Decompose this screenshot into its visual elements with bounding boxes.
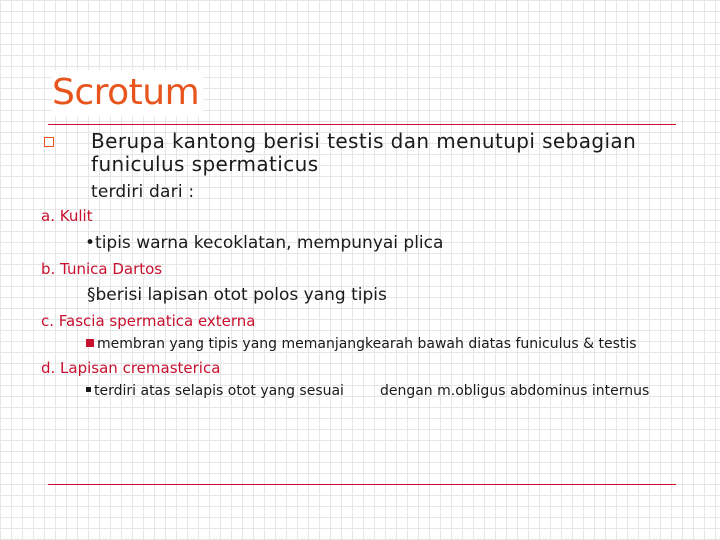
detail-fascia — [86, 335, 637, 353]
hollow-square-bullet-icon — [44, 137, 54, 147]
slide-title: Scrotum — [52, 70, 203, 116]
dot-bullet-icon: • — [85, 233, 96, 253]
detail-kulit — [85, 232, 443, 254]
detail-kulit-text: tipis warna kecoklatan, mempunyai plica — [95, 233, 444, 253]
main-bullet-line-1: Berupa kantong berisi testis dan menutupi sebagian — [91, 129, 637, 153]
detail-tunica-dartos — [87, 284, 387, 306]
bottom-rule — [48, 484, 676, 485]
heading-tunica-dartos: b. Tunica Dartos — [41, 260, 163, 278]
section-sign-bullet-icon: § — [87, 285, 96, 305]
red-square-bullet-icon — [86, 339, 94, 347]
detail-cremasterica — [86, 382, 649, 400]
black-square-bullet-icon — [86, 387, 91, 392]
detail-fascia-text: membran yang tipis yang memanjangkearah bawah diatas funiculus & testis — [97, 336, 637, 352]
detail-tunica-dartos-text: berisi lapisan otot polos yang tipis — [95, 285, 387, 305]
intro-text: terdiri dari : — [91, 182, 195, 202]
heading-lapisan-cremasterica: d. Lapisan cremasterica — [41, 359, 221, 377]
detail-cremasterica-text-1: terdiri atas selapis otot yang sesuai — [94, 383, 344, 399]
heading-kulit: a. Kulit — [41, 207, 93, 225]
main-bullet-line-2: funiculus spermaticus — [91, 152, 319, 176]
detail-cremasterica-text-2: dengan m.obligus abdominus internus — [379, 383, 650, 399]
title-underline — [48, 124, 676, 125]
heading-fascia-spermatica-externa: c. Fascia spermatica externa — [41, 312, 256, 330]
